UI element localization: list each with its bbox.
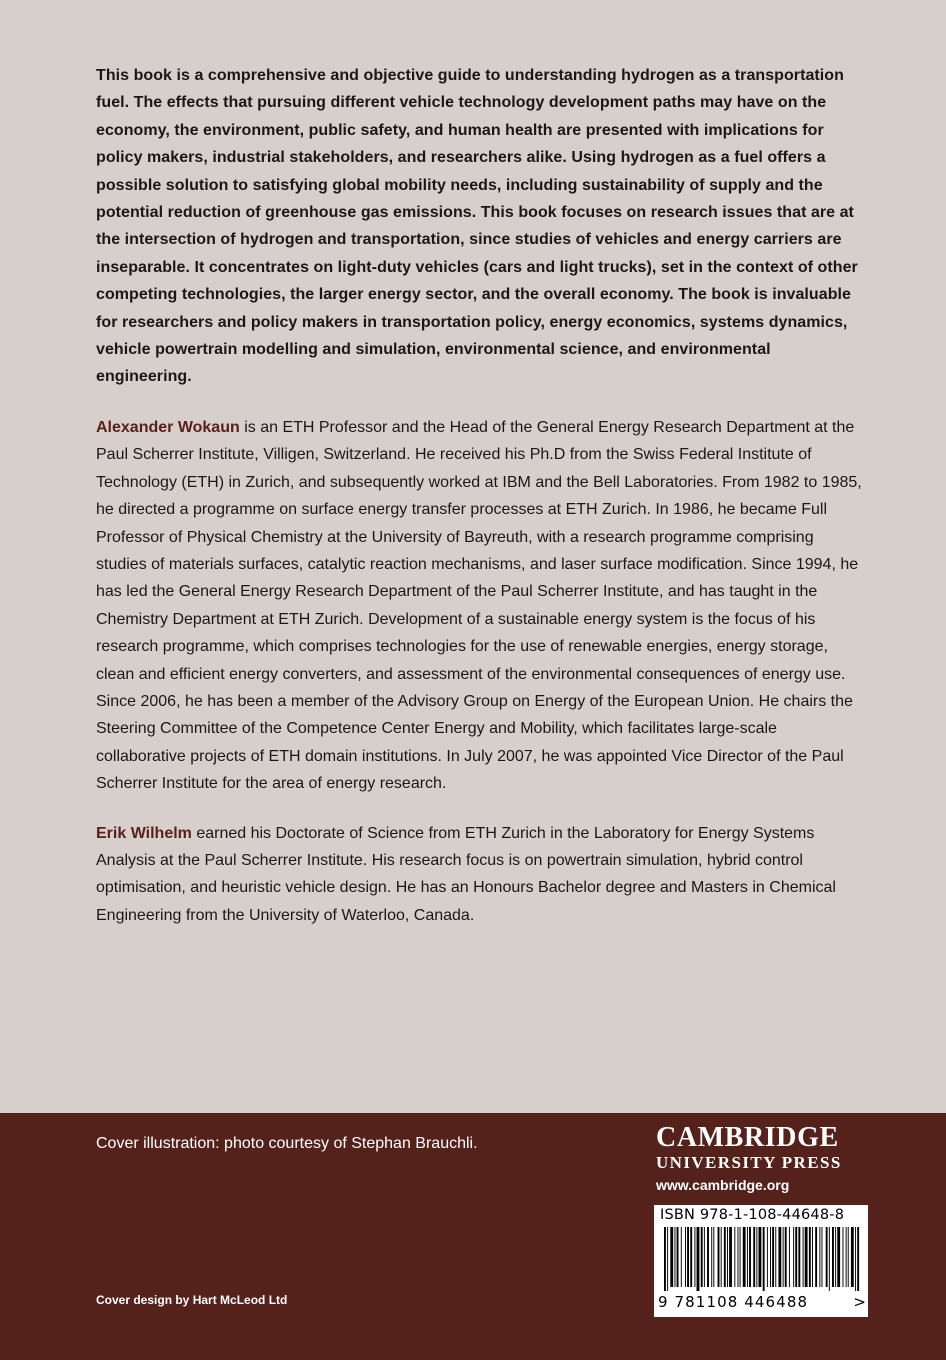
barcode-bar [724, 1227, 726, 1287]
barcode-bar [789, 1227, 790, 1287]
barcode-bar [812, 1227, 813, 1287]
barcode-bar [667, 1227, 668, 1291]
author-bio-text-wilhelm: earned his Doctorate of Science from ETH Zurich in the Laboratory for Energy Systems Analysis at the Paul Scherrer Institute. His research focus is on powertrain simulation, hybrid control optimisation, and heuristic vehicle design. He has an Honours Bachelor degree and Masters in Chemical Engineering from the University of Waterloo, Canada. [96, 824, 836, 924]
barcode-bar [721, 1227, 722, 1287]
barcode-bar [837, 1227, 840, 1287]
back-cover-text [96, 62, 866, 929]
barcode-bar [713, 1227, 714, 1287]
barcode-bar [718, 1227, 720, 1287]
barcode-bar [793, 1227, 794, 1287]
publisher-press: UNIVERSITY PRESS [656, 1153, 842, 1172]
barcode-bar [690, 1227, 692, 1287]
barcode-bar [767, 1227, 768, 1287]
publisher-url: www.cambridge.org [656, 1177, 790, 1193]
barcode-bar [677, 1227, 679, 1287]
barcode-bar [843, 1227, 844, 1287]
barcode-bar [743, 1227, 746, 1287]
barcode-bar [778, 1227, 781, 1287]
author-name-wilhelm: Erik Wilhelm [96, 824, 192, 842]
cover-illustration-credit: Cover illustration: photo courtesy of Stephan Brauchli. [96, 1135, 478, 1152]
barcode-bar [664, 1227, 666, 1291]
barcode-bar [685, 1227, 686, 1287]
barcode-bar [756, 1227, 757, 1287]
publisher-name: CAMBRIDGE [656, 1122, 839, 1153]
barcode-bar [763, 1227, 765, 1291]
ean-digits: 9 781108 446488 [658, 1293, 809, 1311]
barcode-bar [783, 1227, 784, 1287]
barcode-bar [819, 1227, 820, 1287]
barcode-bar [846, 1227, 847, 1287]
barcode-bar [822, 1227, 823, 1287]
barcode-bar [759, 1227, 762, 1287]
footer-band [0, 1113, 946, 1360]
barcode-bar [711, 1227, 712, 1287]
barcode-bar [826, 1227, 828, 1287]
isbn-number: ISBN 978-1-108-44648-8 [660, 1207, 845, 1223]
barcode-bar [785, 1227, 787, 1287]
barcode-bars [660, 1227, 862, 1291]
barcode-bar [704, 1227, 705, 1287]
barcode-bar [815, 1227, 817, 1287]
barcode-bar [857, 1227, 859, 1291]
barcode-bar [687, 1227, 689, 1287]
barcode-bar [697, 1227, 700, 1291]
cover-design-credit: Cover design by Hart McLeod Ltd [96, 1293, 288, 1307]
barcode-bar [775, 1227, 776, 1287]
publisher-block [656, 1123, 868, 1194]
barcode-bar [740, 1227, 741, 1287]
quiet-zone-arrow-icon: > [853, 1293, 866, 1311]
barcode-bar [829, 1227, 830, 1291]
barcode-bar [795, 1227, 797, 1287]
barcode-bar [694, 1227, 695, 1287]
author-name-wokaun: Alexander Wokaun [96, 418, 240, 436]
barcode-bar [835, 1227, 836, 1287]
barcode-bar [832, 1227, 834, 1287]
barcode-bar [729, 1227, 732, 1287]
barcode-bar [727, 1227, 728, 1287]
barcode-bar [753, 1227, 755, 1287]
author-bio-wilhelm [96, 820, 866, 930]
barcode-bar [675, 1227, 676, 1287]
barcode-bar [749, 1227, 751, 1287]
barcode-bar [770, 1227, 771, 1287]
barcode-bar [803, 1227, 804, 1287]
book-description: This book is a comprehensive and objective guide to understanding hydrogen as a transportation fuel. The effects that pursuing different vehicle technology development paths may have on the economy, the environment, public safety, and human health are presented with implications for policy makers, industrial stakeholders, and researchers alike. Using hydrogen as a fuel offers a possible solution to satisfying global mobility needs, including sustainability of supply and the potential reduction of greenhouse gas emissions. This book focuses on research issues that are at the intersection of hydrogen and transportation, since studies of vehicles and energy carriers are inseparable. It concentrates on light-duty vehicles (cars and light trucks), set in the context of other competing technologies, the larger energy sector, and the overall economy. The book is invaluable for researchers and policy makers in transportation policy, energy economics, systems dynamics, vehicle powertrain modelling and simulation, environmental science, and environmental engineering. [96, 67, 858, 386]
barcode-bar [701, 1227, 703, 1287]
barcode-bar [707, 1227, 709, 1287]
barcode-bar [848, 1227, 849, 1287]
isbn-barcode [654, 1205, 868, 1317]
barcode-bar [772, 1227, 774, 1287]
barcode-bar [798, 1227, 800, 1287]
barcode-bar [747, 1227, 748, 1287]
barcode-bar [809, 1227, 811, 1287]
author-bio-text-wokaun: is an ETH Professor and the Head of the General Energy Research Department at the Paul Scherrer Institute, Villigen, Switzerland. He received his Ph.D from the Swiss Federal Institute of Technology (ETH) in Zurich, and subsequently worked at IBM and the Bell Laboratories. From 1982 to 1985, he directed a programme on surface energy transfer processes at ETH Zurich. In 1986, he became Full Professor of Physical Chemistry at the University of Bayreuth, with a research programme comprising studies of materials surfaces, catalytic reaction mechanisms, and laser surface modification. Since 1994, he has led the General Energy Research Department of the Paul Scherrer Institute, and has taught in the Chemistry Department at ETH Zurich. Development of a sustainable energy system is the focus of his research programme, which comprises technologies for the use of renewable energies, energy storage, clean and efficient energy converters, and assessment of the environmental consequences of energy use. Since 2006, he has been a member of the Advisory Group on Energy of the European Union. He chairs the Steering Committee of the Competence Center Energy and Mobility, which facilitates large-scale collaborative projects of ETH domain institutions. In July 2007, he was appointed Vice Director of the Paul Scherrer Institute for the area of energy research. [96, 418, 862, 793]
barcode-bar [681, 1227, 682, 1287]
barcode-bar [734, 1227, 735, 1287]
barcode-bar [855, 1227, 856, 1291]
barcode-bar [805, 1227, 808, 1287]
barcode-bar [738, 1227, 739, 1287]
barcode-bar [851, 1227, 854, 1287]
barcode-bar [670, 1227, 673, 1287]
author-bio-wokaun [96, 414, 866, 798]
